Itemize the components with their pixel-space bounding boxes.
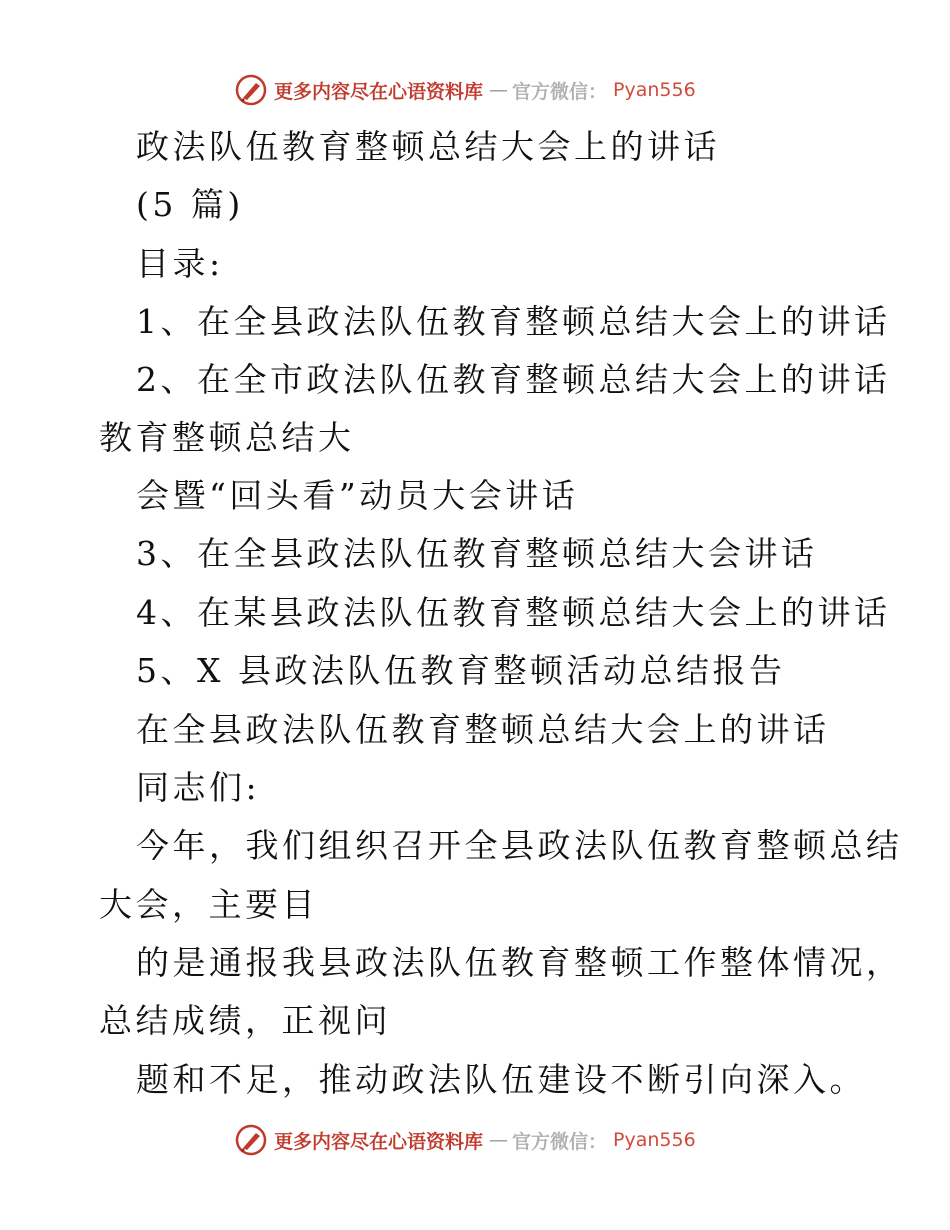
watermark-wechat-id: Pyan556 [613, 1129, 696, 1151]
watermark-label: 官方微信： [512, 80, 608, 103]
watermark-text: 更多内容尽在心语资料库 [274, 80, 484, 103]
toc-heading: 目录: [136, 244, 224, 283]
pen-logo-icon [234, 1123, 268, 1157]
body-line: 的是通报我县政法队伍教育整顿工作整体情况， [136, 943, 903, 982]
article-title: 在全县政法队伍教育整顿总结大会上的讲话 [136, 710, 830, 749]
toc-item: 会暨“回头看”动员大会讲话 [136, 476, 579, 515]
salutation: 同志们: [136, 768, 261, 807]
body-line: 大会，主要目 [99, 885, 318, 924]
document-title: 政法队伍教育整顿总结大会上的讲话 [136, 127, 720, 166]
body-line: 今年，我们组织召开全县政法队伍教育整顿总结 [136, 826, 903, 865]
body-line: 总结成绩，正视问 [99, 1001, 391, 1040]
footer-watermark [234, 1122, 696, 1158]
toc-item: 教育整顿总结大 [99, 418, 355, 457]
watermark-wechat-id: Pyan556 [613, 79, 696, 101]
watermark-dash: — [489, 79, 507, 101]
toc-item: 3、在全县政法队伍教育整顿总结大会讲话 [136, 534, 818, 573]
body-line: 题和不足，推动政法队伍建设不断引向深入。 [136, 1060, 866, 1099]
document-title-count: (5 篇) [136, 185, 244, 224]
watermark-text: 更多内容尽在心语资料库 [274, 1130, 484, 1153]
header-watermark [234, 72, 696, 108]
toc-item: 1、在全县政法队伍教育整顿总结大会上的讲话 [136, 302, 891, 341]
toc-item: 5、X 县政法队伍教育整顿活动总结报告 [136, 651, 786, 690]
watermark-dash: — [489, 1129, 507, 1151]
toc-item: 2、在全市政法队伍教育整顿总结大会上的讲话 [136, 360, 891, 399]
watermark-label: 官方微信： [512, 1130, 608, 1153]
toc-item: 4、在某县政法队伍教育整顿总结大会上的讲话 [136, 593, 891, 632]
pen-logo-icon [234, 73, 268, 107]
